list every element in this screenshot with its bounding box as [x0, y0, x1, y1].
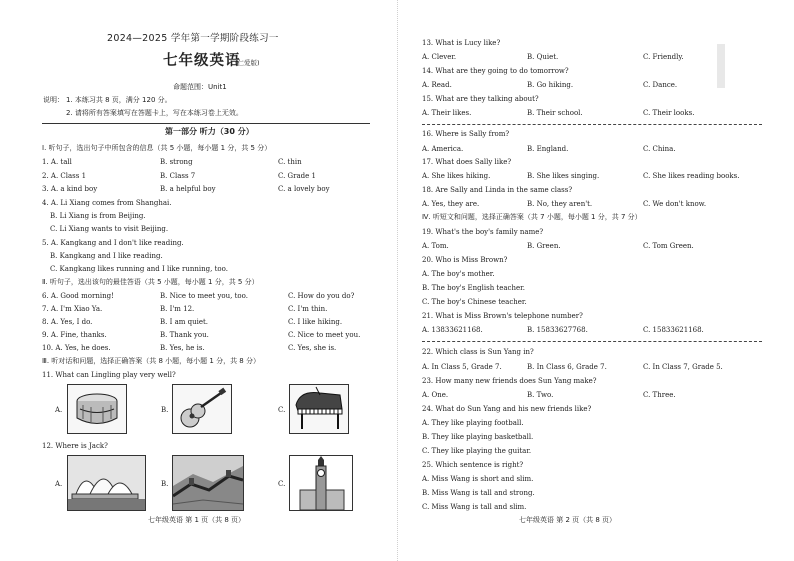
q1-c: C. thin — [278, 158, 302, 166]
q12-label-a: A. — [55, 480, 63, 488]
drum-picture — [67, 384, 127, 434]
note-2: 2. 请将所有答案填写在答题卡上，写在本练习卷上无效。 — [66, 109, 243, 117]
q23-c: C. Three. — [643, 391, 676, 399]
q15-c: C. Their looks. — [643, 109, 695, 117]
q14-question: 14. What are they going to do tomorrow? — [422, 67, 569, 75]
q2-c: C. Grade 1 — [278, 172, 316, 180]
exam-page-2 — [397, 0, 794, 561]
q17-a: A. She likes hiking. — [422, 172, 491, 180]
q9-b: B. Thank you. — [160, 331, 209, 339]
q23-b: B. Two. — [527, 391, 554, 399]
q15-a: A. Their likes. — [422, 109, 472, 117]
section-2-title: Ⅱ. 听句子，选出该句的最佳答语（共 5 小题，每小题 1 分，共 5 分） — [42, 278, 259, 286]
q4-b: B. Li Xiang is from Beijing. — [50, 212, 146, 220]
q19-c: C. Tom Green. — [643, 242, 694, 250]
q3-a: 3. A. a kind boy — [42, 185, 98, 193]
q19-question: 19. What's the boy's family name? — [422, 228, 544, 236]
q4-c: C. Li Xiang wants to visit Beijing. — [50, 225, 169, 233]
q9-c: C. Nice to meet you. — [288, 331, 361, 339]
q20-a: A. The boy's mother. — [422, 270, 495, 278]
q10-a: 10. A. Yes, he does. — [42, 344, 111, 352]
section-rule-1 — [422, 124, 762, 125]
page-2-footer: 七年级英语 第 2 页（共 8 页） — [519, 516, 617, 524]
exam-title: 2024—2025 学年第一学期阶段练习一 — [107, 33, 279, 44]
q3-b: B. a helpful boy — [160, 185, 216, 193]
q23-question: 23. How many new friends does Sun Yang make? — [422, 377, 597, 385]
q1-b: B. strong — [160, 158, 193, 166]
q16-b: B. England. — [527, 145, 569, 153]
q13-c: C. Friendly. — [643, 53, 684, 61]
q18-question: 18. Are Sally and Linda in the same class? — [422, 186, 573, 194]
q22-c: C. In Class 7, Grade 5. — [643, 363, 723, 371]
q25-c: C. Miss Wang is tall and slim. — [422, 503, 527, 511]
section-4-title: Ⅳ. 听短文和问题，选择正确答案（共 7 小题，每小题 1 分，共 7 分） — [422, 213, 642, 221]
q16-question: 16. Where is Sally from? — [422, 130, 510, 138]
q7-b: B. I'm 12. — [160, 305, 195, 313]
q22-question: 22. Which class is Sun Yang in? — [422, 348, 534, 356]
q5-b: B. Kangkang and I like reading. — [50, 252, 163, 260]
q17-question: 17. What does Sally like? — [422, 158, 512, 166]
big-ben-picture — [289, 455, 353, 511]
q10-b: B. Yes, he is. — [160, 344, 205, 352]
q24-a: A. They like playing football. — [422, 419, 524, 427]
guitar-picture — [172, 384, 232, 434]
subject-title: 七年级英语 — [163, 53, 241, 69]
q20-question: 20. Who is Miss Brown? — [422, 256, 508, 264]
q15-b: B. Their school. — [527, 109, 583, 117]
q12-question: 12. Where is Jack? — [42, 442, 108, 450]
q9-a: 9. A. Fine, thanks. — [42, 331, 107, 339]
q18-c: C. We don't know. — [643, 200, 707, 208]
q16-a: A. America. — [422, 145, 464, 153]
q12-label-c: C. — [278, 480, 286, 488]
q6-c: C. How do you do? — [288, 292, 355, 300]
q21-c: C. 15833621168. — [643, 326, 704, 334]
edition-label: (仁爱版) — [235, 59, 260, 67]
q23-a: A. One. — [422, 391, 449, 399]
q11-label-a: A. — [55, 406, 63, 414]
q14-a: A. Read. — [422, 81, 452, 89]
q20-c: C. The boy's Chinese teacher. — [422, 298, 527, 306]
q24-c: C. They like playing the guitar. — [422, 447, 532, 455]
q1-a: 1. A. tall — [42, 158, 72, 166]
q4-a: 4. A. Li Xiang comes from Shanghai. — [42, 199, 172, 207]
section-rule-2 — [422, 341, 762, 342]
sydney-opera-house-picture — [67, 455, 146, 511]
q6-b: B. Nice to meet you, too. — [160, 292, 248, 300]
q24-b: B. They like playing basketball. — [422, 433, 534, 441]
q11-question: 11. What can Lingling play very well? — [42, 371, 176, 379]
q8-b: B. I am quiet. — [160, 318, 209, 326]
q25-b: B. Miss Wang is tall and strong. — [422, 489, 535, 497]
scope-line: 命题范围：Unit1 — [173, 83, 227, 91]
q5-c: C. Kangkang likes running and I like running, too. — [50, 265, 228, 273]
q19-a: A. Tom. — [422, 242, 449, 250]
page-1-footer: 七年级英语 第 1 页（共 8 页） — [148, 516, 246, 524]
q18-b: B. No, they aren't. — [527, 200, 593, 208]
q24-question: 24. What do Sun Yang and his new friends like? — [422, 405, 592, 413]
q15-question: 15. What are they talking about? — [422, 95, 539, 103]
great-wall-picture — [172, 455, 244, 511]
q13-a: A. Clever. — [422, 53, 457, 61]
q8-a: 8. A. Yes, I do. — [42, 318, 93, 326]
q14-b: B. Go hiking. — [527, 81, 574, 89]
q21-question: 21. What is Miss Brown's telephone number? — [422, 312, 583, 320]
q11-label-b: B. — [161, 406, 169, 414]
q14-c: C. Dance. — [643, 81, 678, 89]
q7-a: 7. A. I'm Xiao Ya. — [42, 305, 103, 313]
piano-picture — [289, 384, 349, 434]
q8-c: C. I like hiking. — [288, 318, 343, 326]
q18-a: A. Yes, they are. — [422, 200, 480, 208]
q17-b: B. She likes singing. — [527, 172, 600, 180]
q25-a: A. Miss Wang is short and slim. — [422, 475, 534, 483]
q12-label-b: B. — [161, 480, 169, 488]
q3-c: C. a lovely boy — [278, 185, 330, 193]
q5-a: 5. A. Kangkang and I don't like reading. — [42, 239, 184, 247]
note-label: 说明： — [43, 96, 64, 104]
q19-b: B. Green. — [527, 242, 561, 250]
part-title: 第一部分 听力（30 分） — [165, 127, 254, 136]
q22-a: A. In Class 5, Grade 7. — [422, 363, 502, 371]
q20-b: B. The boy's English teacher. — [422, 284, 525, 292]
q13-question: 13. What is Lucy like? — [422, 39, 501, 47]
section-3-title: Ⅲ. 听对话和问题，选择正确答案（共 8 小题，每小题 1 分，共 8 分） — [42, 357, 260, 365]
q2-a: 2. A. Class 1 — [42, 172, 87, 180]
scan-artifact — [717, 44, 725, 88]
q13-b: B. Quiet. — [527, 53, 559, 61]
q21-a: A. 13833621168. — [422, 326, 483, 334]
q16-c: C. China. — [643, 145, 676, 153]
note-1: 1. 本练习共 8 页，满分 120 分。 — [66, 96, 172, 104]
q10-c: C. Yes, she is. — [288, 344, 337, 352]
q25-question: 25. Which sentence is right? — [422, 461, 524, 469]
q17-c: C. She likes reading books. — [643, 172, 740, 180]
header-rule — [42, 123, 370, 124]
q7-c: C. I'm thin. — [288, 305, 328, 313]
q22-b: B. In Class 6, Grade 7. — [527, 363, 607, 371]
q21-b: B. 15833627768. — [527, 326, 588, 334]
q6-a: 6. A. Good morning! — [42, 292, 114, 300]
section-1-title: Ⅰ. 听句子，选出句子中所包含的信息（共 5 小题，每小题 1 分，共 5 分） — [42, 144, 272, 152]
q11-label-c: C. — [278, 406, 286, 414]
q2-b: B. Class 7 — [160, 172, 196, 180]
